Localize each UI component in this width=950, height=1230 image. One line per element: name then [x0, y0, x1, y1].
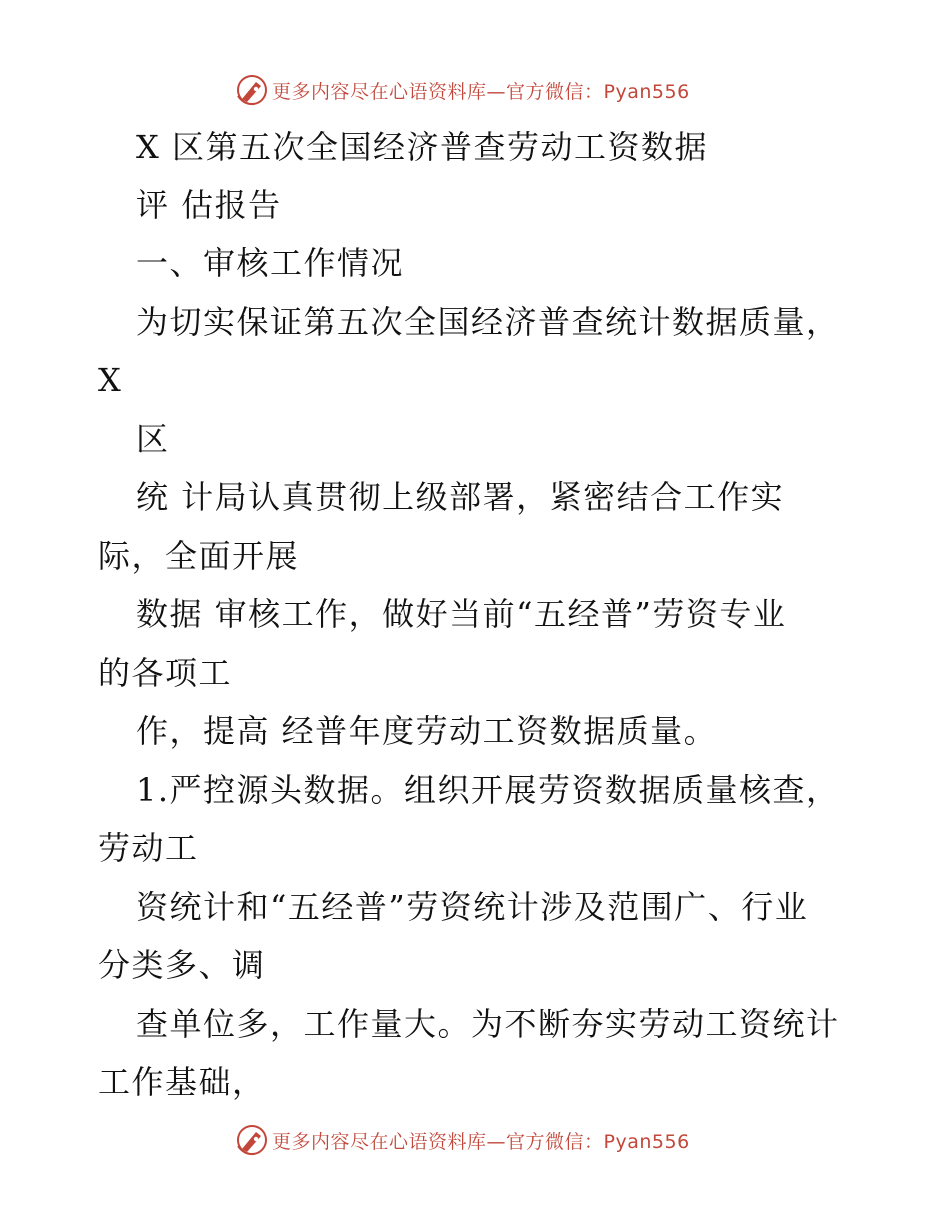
- doc-title-line-2: 评 估报告: [136, 186, 282, 224]
- section-heading: 一、审核工作情况: [136, 244, 405, 282]
- watermark-text: 更多内容尽在心语资料库—官方微信：Pyan556: [272, 1130, 690, 1153]
- body-line: 的各项工: [98, 654, 233, 692]
- body-line: 为切实保证第五次全国经济普查统计数据质量，: [136, 303, 840, 341]
- watermark-text: 更多内容尽在心语资料库—官方微信：Pyan556: [272, 80, 690, 103]
- footer-watermark-banner: [234, 1122, 714, 1158]
- body-line: 数据 审核工作，做好当前“五经普”劳资专业: [136, 595, 787, 633]
- body-line: 作，提高 经普年度劳动工资数据质量。: [136, 712, 718, 750]
- pen-nib-logo-icon: [234, 1122, 270, 1158]
- body-line: 查单位多，工作量大。为不断夯实劳动工资统计: [136, 1005, 840, 1043]
- doc-title-line-1: X 区第五次全国经济普查劳动工资数据: [136, 128, 708, 166]
- body-line: 资统计和“五经普”劳资统计涉及范围广、行业: [136, 888, 809, 926]
- body-line: 劳动工: [98, 829, 199, 867]
- body-line: 1.严控源头数据。组织开展劳资数据质量核查，: [136, 771, 840, 809]
- body-line: 分类多、调: [98, 946, 266, 984]
- body-line: 际，全面开展: [98, 537, 300, 575]
- pen-nib-logo-icon: [234, 72, 270, 108]
- header-watermark-banner: [234, 72, 714, 108]
- body-line: 区: [136, 420, 170, 458]
- body-line: 工作基础，: [98, 1063, 266, 1101]
- body-line: X: [98, 361, 123, 399]
- body-line: 统 计局认真贯彻上级部署，紧密结合工作实: [136, 478, 785, 516]
